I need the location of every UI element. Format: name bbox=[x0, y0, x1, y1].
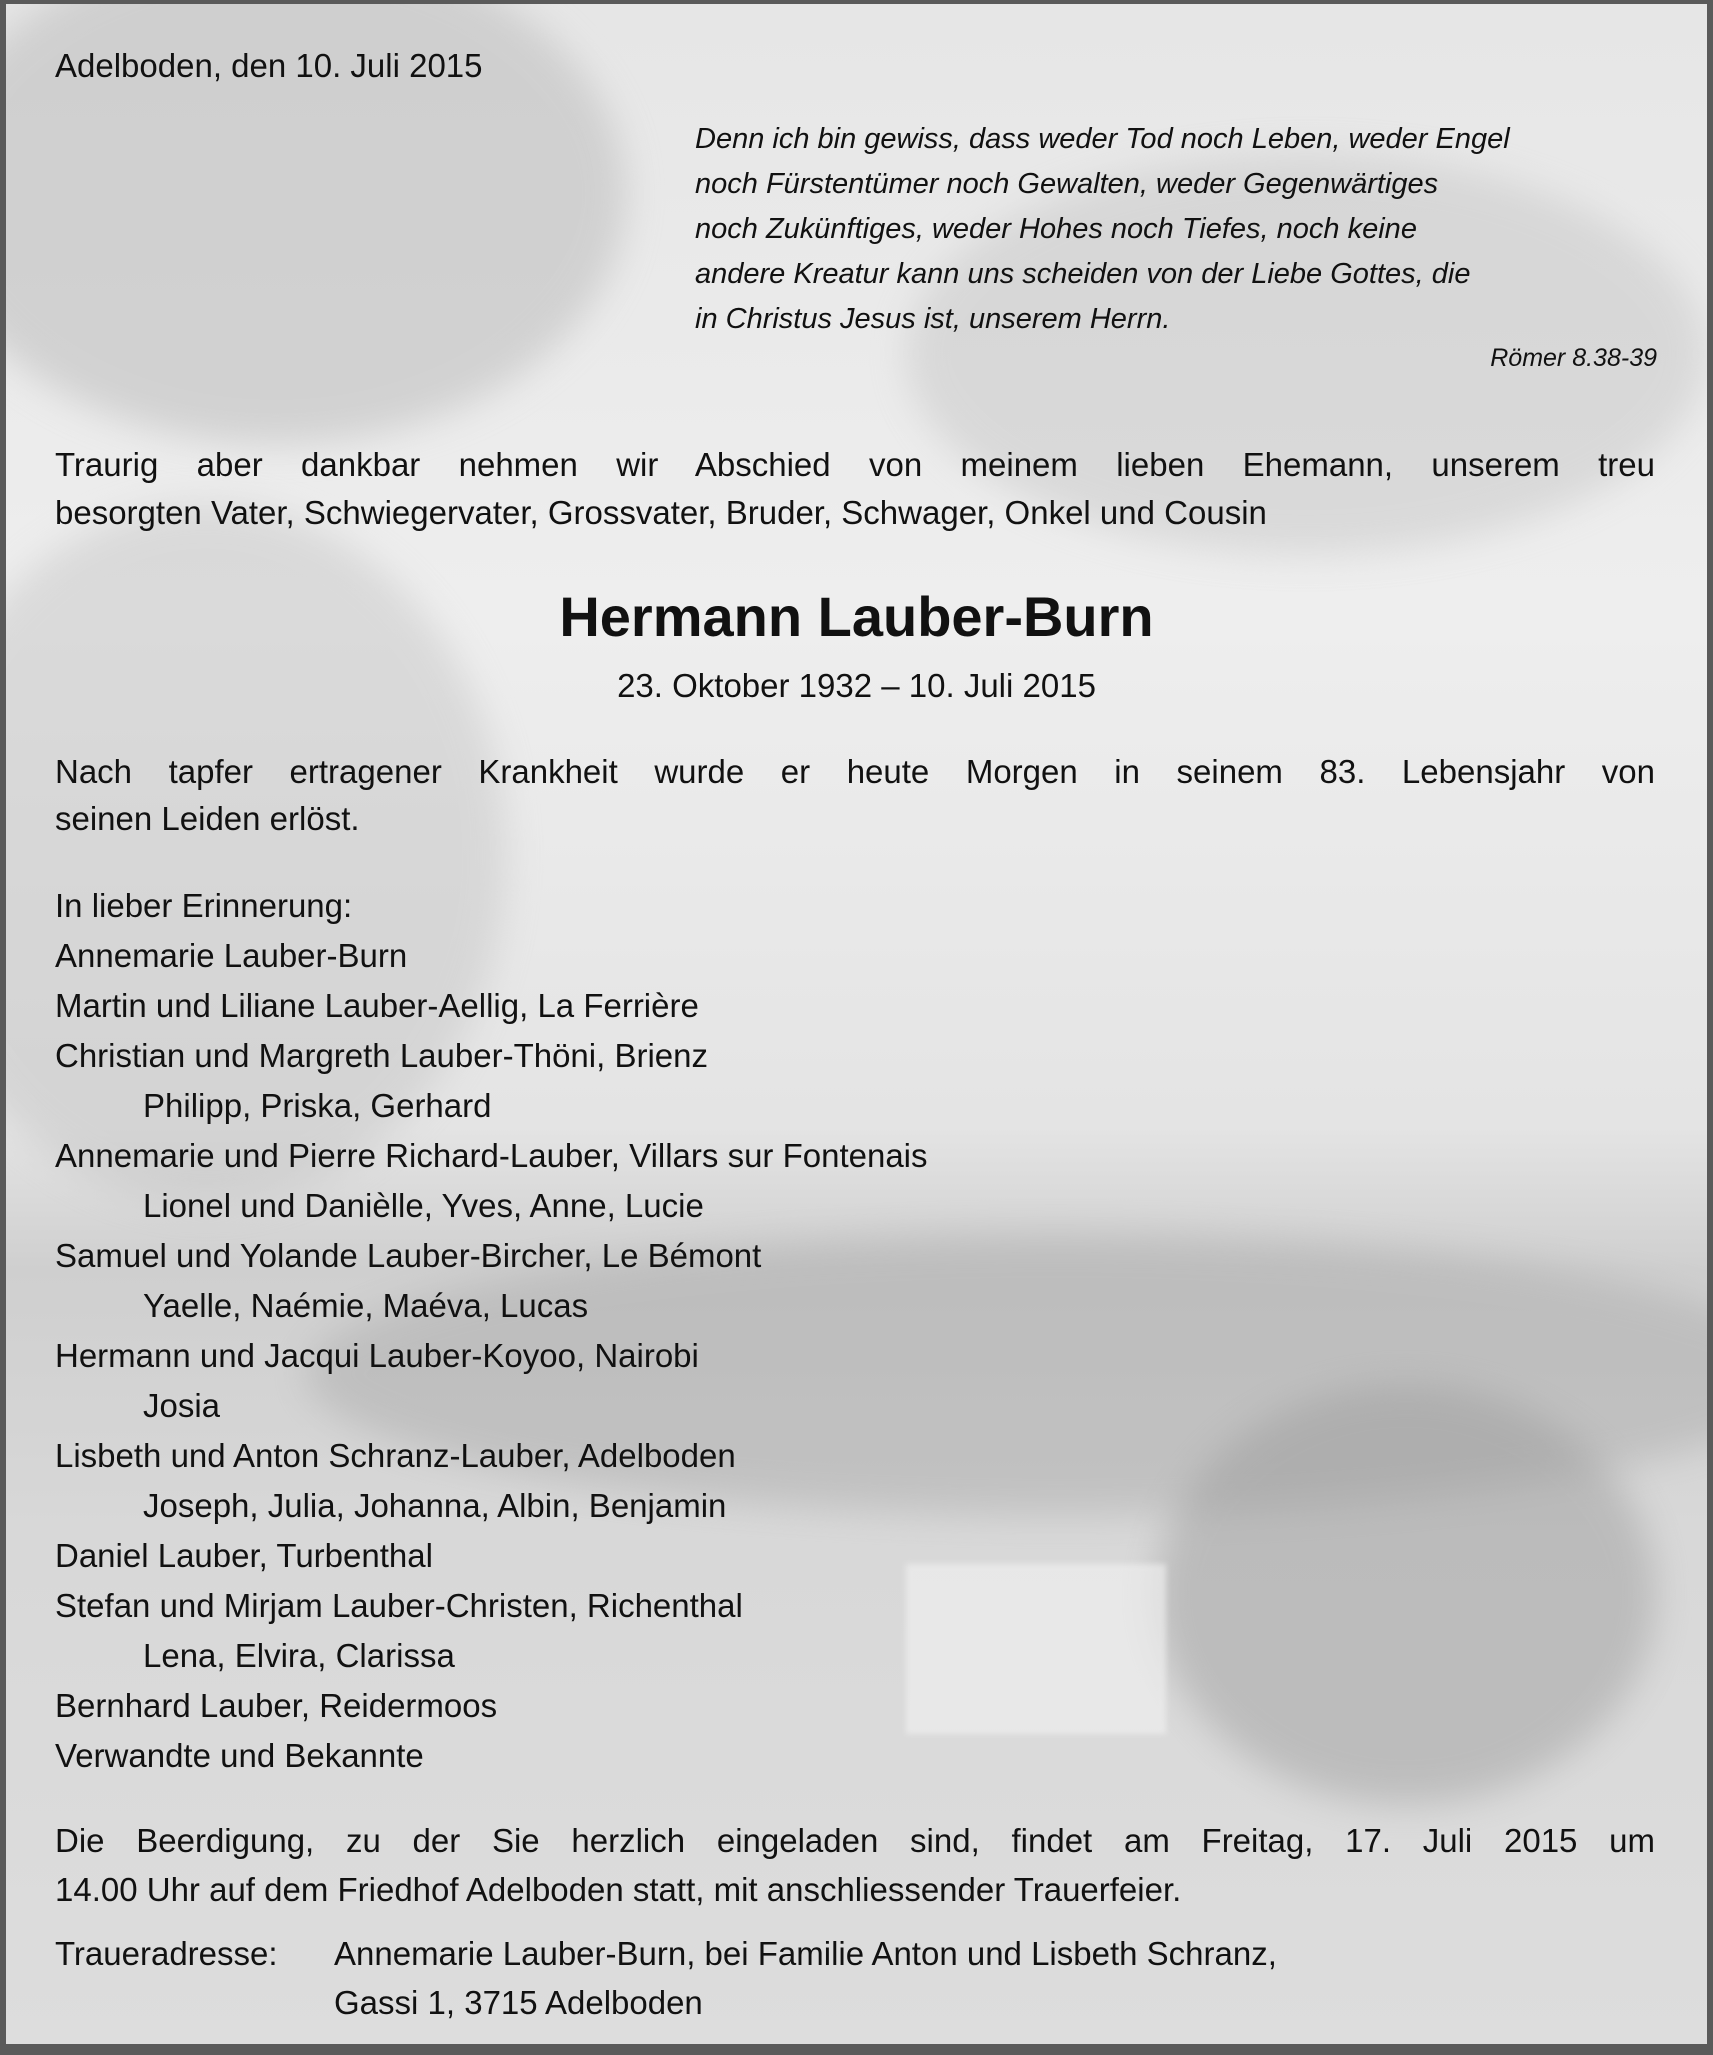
intro-line: besorgten Vater, Schwiegervater, Grossvater, Bruder, Schwager, Onkel und Cousin bbox=[55, 494, 1267, 531]
mourner-children: Lionel und Danièlle, Yves, Anne, Lucie bbox=[143, 1187, 704, 1224]
mourner-entry: Martin und Liliane Lauber-Aellig, La Ferrière bbox=[55, 987, 699, 1024]
mourner-entry: Daniel Lauber, Turbenthal bbox=[55, 1537, 433, 1574]
verse-reference: Römer 8.38-39 bbox=[1490, 344, 1657, 372]
place-date: Adelboden, den 10. Juli 2015 bbox=[55, 47, 483, 84]
mourner-entry: Bernhard Lauber, Reidermoos bbox=[55, 1687, 498, 1724]
mourner-entry: Annemarie Lauber-Burn bbox=[55, 937, 408, 974]
verse-line: noch Zukünftiges, weder Hohes noch Tiefes, noch keine bbox=[695, 213, 1417, 245]
farmhouse-image bbox=[906, 1564, 1166, 1734]
mourners-list bbox=[55, 931, 928, 1781]
tree-landscape bbox=[1156, 1384, 1656, 1804]
mourner-entry: Stefan und Mirjam Lauber-Christen, Richenthal bbox=[55, 1587, 743, 1624]
verse-line: in Christus Jesus ist, unserem Herrn. bbox=[695, 303, 1171, 335]
mourner-children: Yaelle, Naémie, Maéva, Lucas bbox=[143, 1287, 589, 1324]
passing-line: Nach tapfer ertragener Krankheit wurde er heute Morgen in seinem 83. Lebensjahr von bbox=[55, 753, 1655, 790]
obituary-notice bbox=[6, 4, 1707, 2044]
mourner-children: Josia bbox=[143, 1387, 221, 1424]
address-line: Annemarie Lauber-Burn, bei Familie Anton und Lisbeth Schranz, bbox=[334, 1935, 1277, 1972]
verse-line: andere Kreatur kann uns scheiden von der Liebe Gottes, die bbox=[695, 258, 1471, 290]
mourner-entry: Annemarie und Pierre Richard-Lauber, Villars sur Fontenais bbox=[55, 1137, 928, 1174]
address-label: Traueradresse: bbox=[55, 1935, 278, 1972]
life-dates: 23. Oktober 1932 – 10. Juli 2015 bbox=[617, 667, 1096, 704]
mourner-children: Lena, Elvira, Clarissa bbox=[143, 1637, 455, 1674]
verse-line: Denn ich bin gewiss, dass weder Tod noch Leben, weder Engel bbox=[695, 123, 1510, 155]
mourner-children: Joseph, Julia, Johanna, Albin, Benjamin bbox=[143, 1487, 727, 1524]
deceased-name: Hermann Lauber-Burn bbox=[559, 585, 1154, 648]
funeral-line: 14.00 Uhr auf dem Friedhof Adelboden statt, mit anschliessender Trauerfeier. bbox=[55, 1871, 1182, 1908]
mourner-entry: Verwandte und Bekannte bbox=[55, 1737, 424, 1774]
verse-line: noch Fürstentümer noch Gewalten, weder Gegenwärtiges bbox=[695, 168, 1439, 200]
intro-line: Traurig aber dankbar nehmen wir Abschied von meinem lieben Ehemann, unserem treu bbox=[55, 446, 1655, 483]
funeral-line: Die Beerdigung, zu der Sie herzlich eingeladen sind, findet am Freitag, 17. Juli 2015 um bbox=[55, 1822, 1655, 1859]
mourners-heading: In lieber Erinnerung: bbox=[55, 887, 353, 924]
mourner-entry: Lisbeth und Anton Schranz-Lauber, Adelboden bbox=[55, 1437, 736, 1474]
address-line: Gassi 1, 3715 Adelboden bbox=[334, 1984, 703, 2021]
mourner-entry: Christian und Margreth Lauber-Thöni, Brienz bbox=[55, 1037, 708, 1074]
passing-line: seinen Leiden erlöst. bbox=[55, 800, 360, 837]
mourner-entry: Hermann und Jacqui Lauber-Koyoo, Nairobi bbox=[55, 1337, 699, 1374]
mourner-entry: Samuel und Yolande Lauber-Bircher, Le Bémont bbox=[55, 1237, 762, 1274]
mourner-children: Philipp, Priska, Gerhard bbox=[143, 1087, 492, 1124]
